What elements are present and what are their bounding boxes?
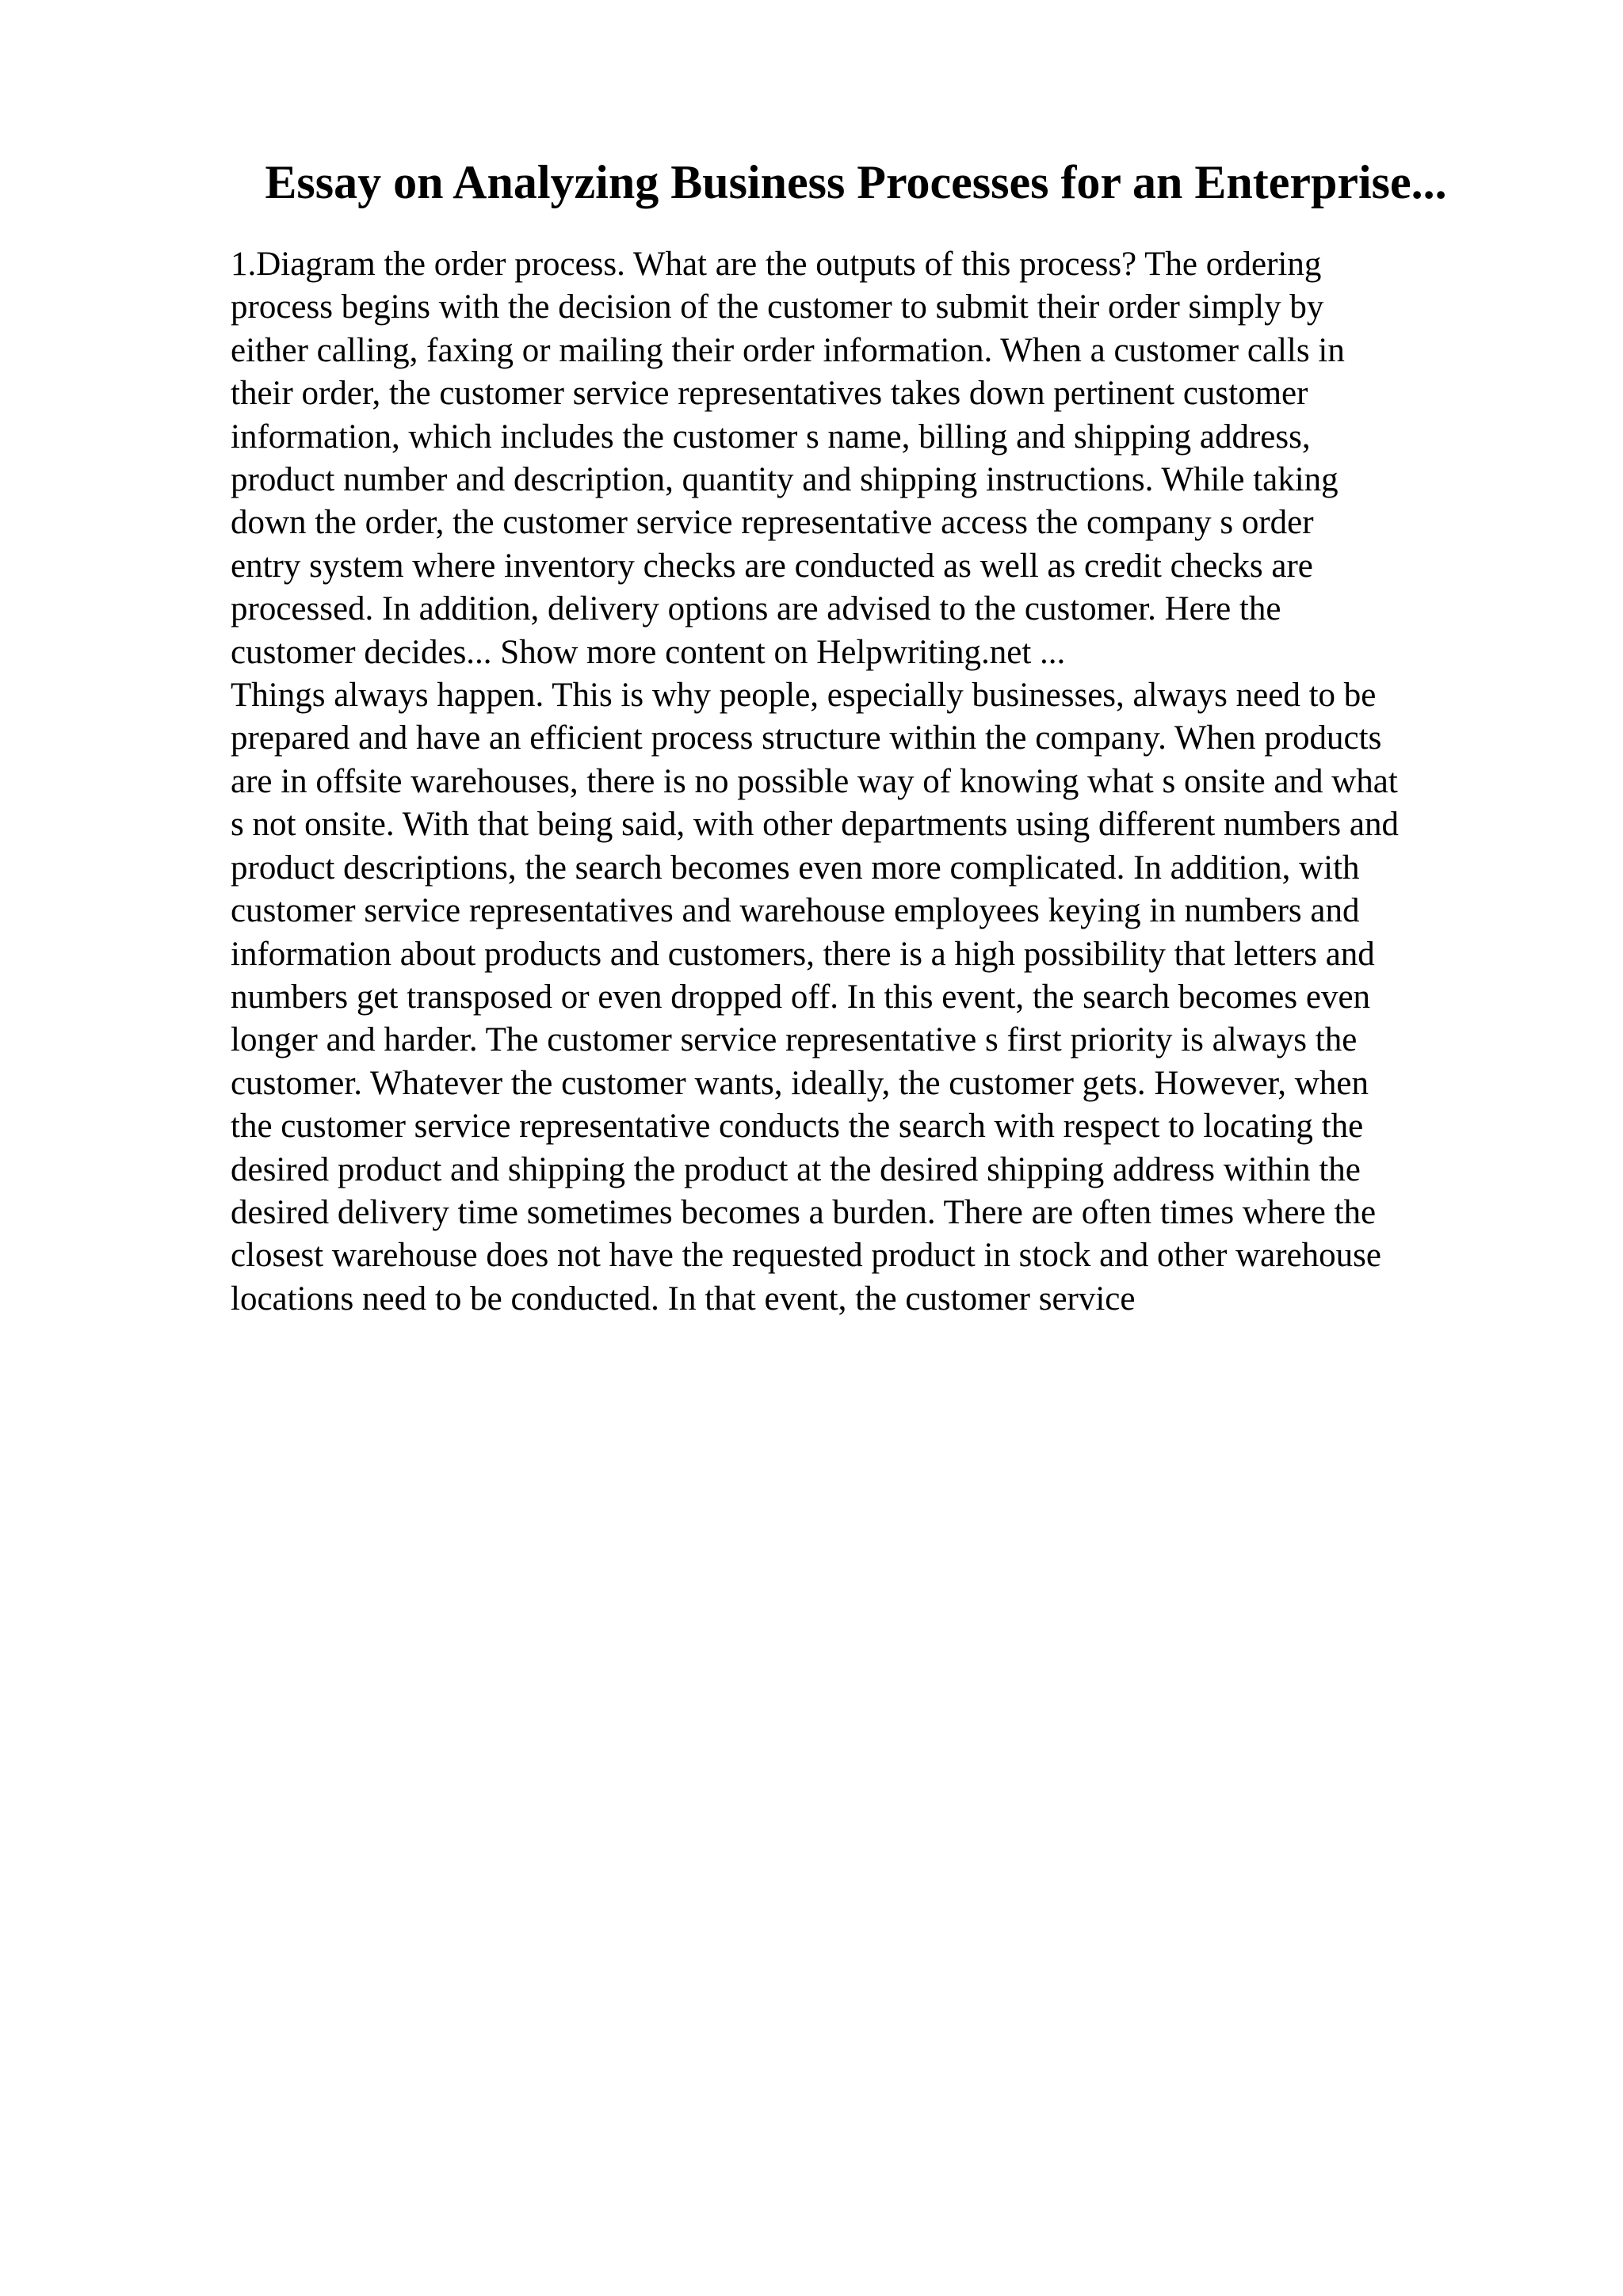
text-line: the customer service representative conducts the search with respect to locating the <box>231 1108 1364 1146</box>
paragraph-1 <box>231 243 1514 674</box>
text-line: 1.Diagram the order process. What are the outputs of this process? The ordering <box>231 246 1322 283</box>
text-line: customer decides... Show more content on Helpwriting.net ... <box>231 633 1066 671</box>
text-line: information about products and customers, there is a high possibility that letters and <box>231 935 1375 973</box>
text-line: down the order, the customer service representative access the company s order <box>231 504 1314 542</box>
text-line: either calling, faxing or mailing their order information. When a customer calls in <box>231 331 1345 369</box>
text-line: are in offsite warehouses, there is no possible way of knowing what s onsite and what <box>231 762 1398 800</box>
text-line: locations need to be conducted. In that event, the customer service <box>231 1280 1136 1318</box>
text-line: numbers get transposed or even dropped off. In this event, the search becomes even <box>231 978 1371 1016</box>
text-line: desired delivery time sometimes becomes a burden. There are often times where the <box>231 1193 1377 1231</box>
text-line: closest warehouse does not have the requested product in stock and other warehouse <box>231 1237 1381 1275</box>
text-line: entry system where inventory checks are conducted as well as credit checks are <box>231 547 1313 585</box>
text-line: Things always happen. This is why people, especially businesses, always need to be <box>231 677 1377 715</box>
text-line: product number and description, quantity and shipping instructions. While taking <box>231 461 1338 499</box>
document-title: Essay on Analyzing Business Processes for an Enterprise... <box>265 156 1447 208</box>
text-line: s not onsite. With that being said, with other departments using different numbers and <box>231 806 1399 844</box>
text-line: processed. In addition, delivery options are advised to the customer. Here the <box>231 590 1281 628</box>
text-line: their order, the customer service representatives takes down pertinent customer <box>231 375 1308 413</box>
text-line: product descriptions, the search becomes even more complicated. In addition, with <box>231 849 1360 887</box>
document-body <box>231 243 1514 1321</box>
text-line: process begins with the decision of the customer to submit their order simply by <box>231 288 1324 326</box>
text-line: prepared and have an efficient process structure within the company. When products <box>231 719 1382 757</box>
text-line: customer. Whatever the customer wants, ideally, the customer gets. However, when <box>231 1064 1369 1102</box>
text-line: customer service representatives and warehouse employees keying in numbers and <box>231 892 1360 930</box>
text-line: desired product and shipping the product at the desired shipping address within the <box>231 1150 1361 1188</box>
text-line: longer and harder. The customer service representative s first priority is always the <box>231 1021 1358 1059</box>
paragraph-2 <box>231 674 1514 1321</box>
text-line: information, which includes the customer s name, billing and shipping address, <box>231 418 1311 456</box>
